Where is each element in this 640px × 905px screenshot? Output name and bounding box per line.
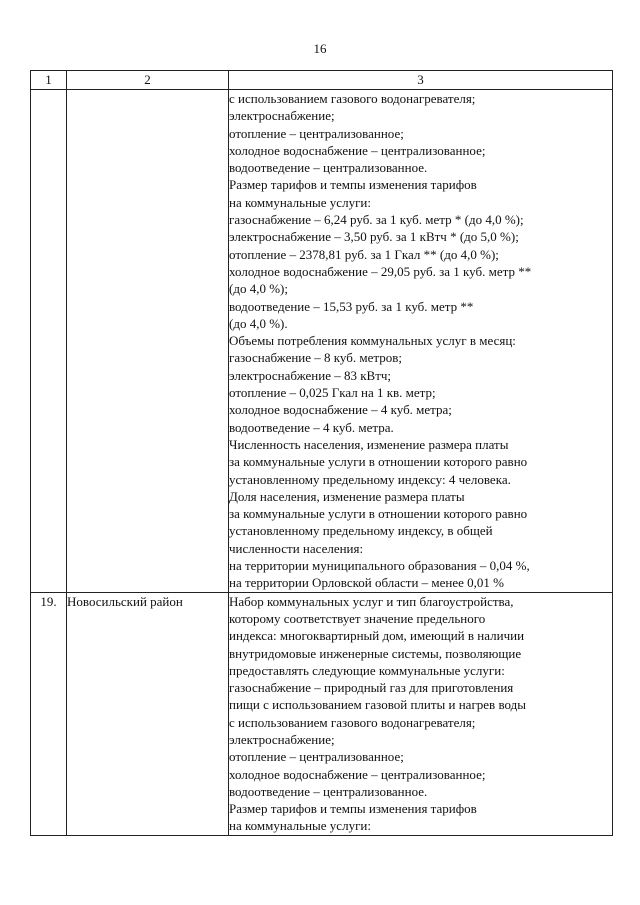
description-line: Численность населения, изменение размера платы: [229, 436, 509, 452]
description-line: за коммунальные услуги в отношении которого равно: [229, 506, 528, 522]
district-name-cell: [67, 90, 229, 593]
description-line: водоотведение – 15,53 руб. за 1 куб. метр **: [229, 298, 474, 314]
description-line: газоснабжение – 8 куб. метров;: [229, 350, 402, 366]
description-cell: [229, 592, 613, 835]
description-line: на коммунальные услуги:: [229, 818, 371, 834]
description-line: отопление – централизованное;: [229, 125, 404, 141]
description-line: на коммунальные услуги:: [229, 194, 371, 210]
description-line: электроснабжение – 83 кВтч;: [229, 367, 392, 383]
description-line: предоставлять следующие коммунальные услуги:: [229, 662, 505, 678]
description-line: Объемы потребления коммунальных услуг в месяц:: [229, 333, 516, 349]
description-line: водоотведение – централизованное.: [229, 783, 428, 799]
header-col-3: 3: [229, 71, 613, 90]
description-cell: [229, 90, 613, 593]
description-line: на территории Орловской области – менее 0,01 %: [229, 575, 504, 591]
description-line: газоснабжение – 6,24 руб. за 1 куб. метр * (до 4,0 %);: [229, 212, 524, 228]
description-line: холодное водоснабжение – централизованное;: [229, 142, 486, 158]
description-line: с использованием газового водонагревателя;: [229, 91, 476, 106]
description-line: холодное водоснабжение – 29,05 руб. за 1 куб. метр **: [229, 263, 532, 279]
description-line: которому соответствует значение предельного: [229, 610, 486, 626]
header-col-2: 2: [67, 71, 229, 90]
district-name-cell: Новосильский район: [67, 592, 229, 835]
description-line: численности населения:: [229, 540, 364, 556]
description-line: отопление – 0,025 Гкал на 1 кв. метр;: [229, 385, 436, 401]
description-line: (до 4,0 %);: [229, 281, 288, 297]
table-row: [31, 592, 613, 835]
description-line: электроснабжение – 3,50 руб. за 1 кВтч * (до 5,0 %);: [229, 229, 519, 245]
description-line: Доля населения, изменение размера платы: [229, 488, 465, 504]
description-line: холодное водоснабжение – 4 куб. метра;: [229, 402, 452, 418]
tariff-table: [30, 70, 613, 836]
description-line: Размер тарифов и темпы изменения тарифов: [229, 801, 477, 817]
description-line: Размер тарифов и темпы изменения тарифов: [229, 177, 477, 193]
header-col-1: 1: [31, 71, 67, 90]
page-number: 16: [313, 41, 327, 56]
description-line: (до 4,0 %).: [229, 315, 288, 331]
row-number-cell: [31, 90, 67, 593]
description-line: водоотведение – 4 куб. метра.: [229, 419, 394, 435]
description-line: холодное водоснабжение – централизованное;: [229, 766, 486, 782]
description-line: газоснабжение – природный газ для приготовления: [229, 680, 514, 696]
description-line: Набор коммунальных услуг и тип благоустройства,: [229, 593, 514, 609]
description-line: установленному предельному индексу: 4 человека.: [229, 471, 511, 487]
row-number-cell: 19.: [31, 592, 67, 835]
description-line: отопление – 2378,81 руб. за 1 Гкал ** (до 4,0 %);: [229, 246, 499, 262]
table-header-row: [31, 71, 613, 90]
description-line: установленному предельному индексу, в общей: [229, 523, 493, 539]
description-line: электроснабжение;: [229, 731, 335, 747]
description-line: электроснабжение;: [229, 108, 335, 124]
description-line: за коммунальные услуги в отношении которого равно: [229, 454, 528, 470]
description-line: на территории муниципального образования – 0,04 %,: [229, 558, 530, 574]
description-line: индекса: многоквартирный дом, имеющий в наличии: [229, 628, 525, 644]
description-line: отопление – централизованное;: [229, 749, 404, 765]
description-line: внутридомовые инженерные системы, позволяющие: [229, 645, 522, 661]
description-line: пищи с использованием газовой плиты и нагрев воды: [229, 697, 526, 713]
description-line: с использованием газового водонагревателя;: [229, 714, 476, 730]
description-line: водоотведение – централизованное.: [229, 160, 428, 176]
table-row: [31, 90, 613, 593]
